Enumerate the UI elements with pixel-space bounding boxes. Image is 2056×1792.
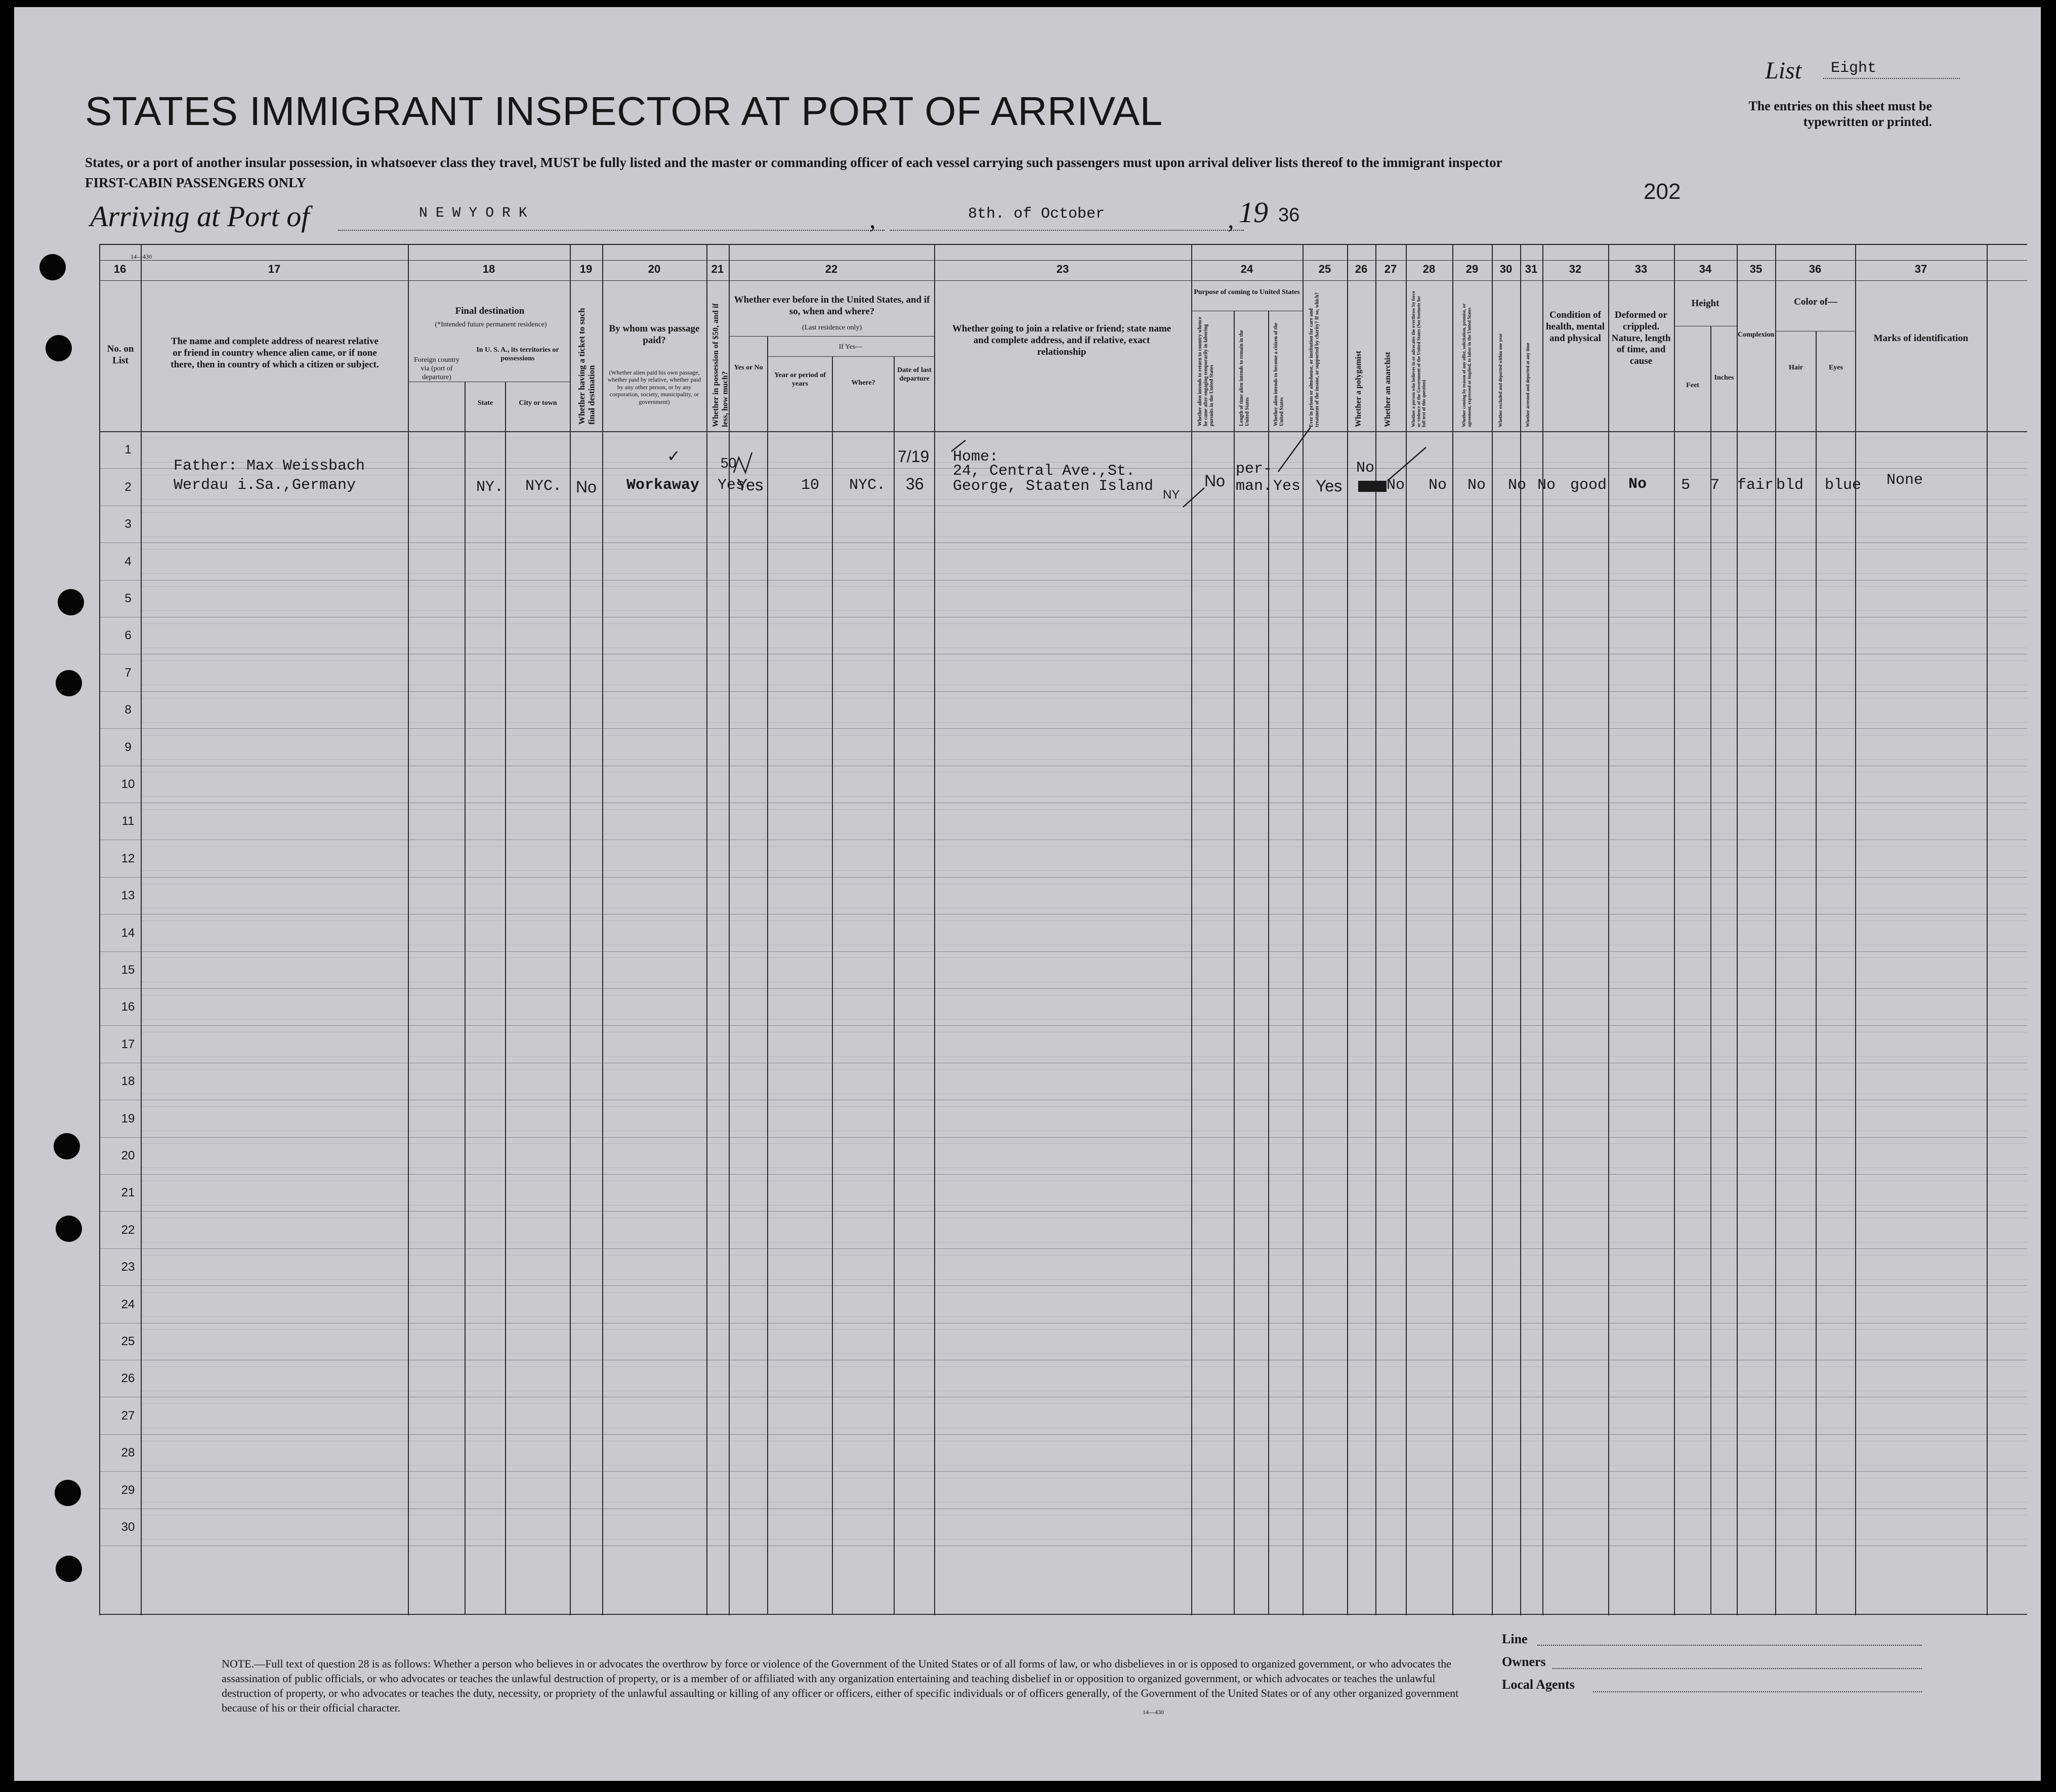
typewritten-notice: The entries on this sheet must be typewritten or printed. (1748, 99, 1932, 130)
row-number: 12 (121, 851, 135, 865)
row-rule (99, 1248, 2027, 1249)
marks-value: None (1886, 472, 1923, 489)
header-polygamist: Whether a polygamist (1354, 351, 1363, 427)
hair-value: bld (1776, 477, 1804, 494)
row-number: 19 (121, 1111, 135, 1126)
binder-hole (56, 670, 82, 696)
comma: , (1228, 205, 1234, 233)
header-where: Where? (851, 379, 875, 387)
overthrow-value: No (1429, 477, 1447, 494)
header-color-of: Color of— (1794, 297, 1837, 307)
header-final-destination: Final destination (455, 306, 525, 316)
row-number: 14 (121, 926, 135, 940)
check-mark: ✓ (667, 447, 681, 465)
row-number: 21 (121, 1186, 135, 1200)
arrival-date: 8th. of October (968, 205, 1105, 223)
row-number: 29 (121, 1483, 135, 1497)
anarchist-value: No (1387, 477, 1405, 494)
header-purpose: Purpose of coming to United States (1194, 288, 1300, 296)
relative-line-1: Father: Max Weissbach (174, 457, 365, 475)
row-guide (141, 846, 2027, 847)
row-rule (99, 988, 2027, 989)
page-title: STATES IMMIGRANT INSPECTOR AT PORT OF ARRIVAL (85, 89, 1163, 134)
col-num: 33 (1634, 263, 1648, 275)
row-guide (141, 1403, 2027, 1404)
header-deformed: Deformed or crippled. Nature, length of time, and cause (1611, 310, 1671, 367)
row-number: 27 (121, 1408, 135, 1423)
purpose-c-value: Yes (1273, 478, 1301, 495)
page-number: 202 (1644, 179, 1681, 204)
row-rule (99, 1025, 2027, 1026)
list-value: Eight (1831, 60, 1877, 77)
binder-hole (55, 1480, 81, 1506)
col-num: 27 (1384, 263, 1397, 275)
relative-line-2: Werdau i.Sa.,Germany (174, 477, 356, 494)
row-guide (141, 870, 2027, 871)
row-guide (141, 1502, 2027, 1503)
departure-month: 7/19 (898, 447, 930, 466)
row-guide (141, 1353, 2027, 1354)
row-number: 3 (124, 517, 132, 531)
port-value: NEWYORK (419, 205, 535, 221)
row-number: 24 (121, 1297, 135, 1311)
header-anarchist: Whether an anarchist (1383, 352, 1392, 427)
arriving-label: Arriving at Port of (90, 200, 310, 233)
complexion-value: fair (1737, 477, 1774, 494)
row-guide (141, 796, 2027, 797)
where-value: NYC. (849, 477, 886, 494)
line-label: Line (1502, 1632, 1528, 1646)
row-guide (141, 1292, 2027, 1293)
manifest-sheet (14, 7, 2041, 1781)
header-yes-no: Yes or No (734, 364, 763, 371)
polygamist-value: No (1356, 460, 1375, 477)
col-num: 37 (1914, 263, 1927, 275)
row-rule (99, 951, 2027, 952)
row-rule (99, 877, 2027, 878)
header-offer: Whether coming by reason of any offer, solicitation, promise, or agreement, expressed or implied, to labor in the United States (1461, 304, 1472, 427)
row-rule (99, 1174, 2027, 1175)
binder-hole (56, 1216, 82, 1242)
col-num: 32 (1569, 263, 1582, 275)
instructions-line: States, or a port of another insular possession, in whatsoever class they travel, MUST be fully listed and the master or commanding officer of each vessel carrying such passengers must upon arrival deliver lists thereof to the immigrant inspector (85, 155, 1502, 170)
row-number: 15 (121, 963, 135, 977)
header-if-yes: If Yes— (838, 343, 863, 351)
row-guide (141, 610, 2027, 611)
prison-value: Yes (1316, 477, 1342, 495)
binder-hole (54, 1133, 80, 1159)
row-number: 2 (124, 480, 132, 494)
row-guide (141, 1019, 2027, 1020)
header-purpose-b: Length of time alien intends to remain in the United States (1239, 330, 1250, 426)
possession-mark: 50 (721, 455, 737, 471)
header-final-destination-note: (*Intended future permanent residence) (435, 321, 547, 328)
owners-label: Owners (1502, 1654, 1546, 1669)
row-number: 5 (124, 592, 132, 605)
deformed-value: No (1628, 476, 1647, 493)
purpose-b-line-2: man. (1236, 478, 1273, 495)
header-possession: Whether in possession of $50, and if less, how much? (711, 303, 730, 427)
row-number: 25 (121, 1335, 135, 1348)
header-in-usa: In U. S. A., its territories or possessions (476, 346, 559, 362)
offer-value: No (1467, 477, 1486, 494)
row-number: 28 (121, 1446, 135, 1460)
binder-hole (58, 589, 84, 615)
col-num: 36 (1809, 263, 1822, 275)
departure-year: 36 (906, 475, 924, 493)
row-guide (141, 1316, 2027, 1317)
header-overthrow: Whether a person who believes in or advocates the overthrow by force or violence of the Government of the United States (See footnote for full text of this question) (1411, 290, 1426, 427)
arrested-value: No (1537, 477, 1556, 494)
header-foreign-country: Foreign country via (port of departure) (414, 356, 459, 381)
row-guide (141, 957, 2027, 958)
row-guide (141, 1465, 2027, 1466)
header-excluded: Whether excluded and deported within one year (1498, 333, 1503, 427)
row-guide (141, 623, 2027, 624)
join-line-1: Home: (953, 448, 999, 466)
row-guide (141, 1255, 2027, 1256)
col-num: 16 (113, 263, 127, 275)
row-number: 1 (124, 443, 132, 457)
row-rule (99, 728, 2027, 729)
row-number: 22 (121, 1223, 135, 1237)
year-suffix: 36 (1278, 204, 1300, 226)
row-number: 23 (121, 1260, 135, 1274)
inches-value: 7 (1710, 477, 1720, 494)
col-num: 21 (711, 263, 724, 275)
purpose-a-value: No (1204, 472, 1225, 490)
header-hair: Hair (1789, 364, 1803, 371)
row-number: 11 (121, 814, 135, 828)
list-label: List (1765, 57, 1802, 84)
row-guide (141, 1143, 2027, 1144)
row-rule (99, 1137, 2027, 1138)
join-line-2: 24, Central Ave.,St. (953, 463, 1136, 480)
row-number: 18 (121, 1074, 135, 1089)
header-state: State (477, 399, 493, 407)
row-guide (141, 1366, 2027, 1367)
city-value: NYC. (525, 478, 562, 495)
header-purpose-c: Whether alien intends to become a citizen of the United States (1273, 322, 1285, 426)
col-num: 24 (1240, 263, 1253, 275)
col-num: 34 (1699, 263, 1712, 275)
row-rule (99, 1285, 2027, 1286)
purpose-b-line-1: per- (1236, 461, 1273, 478)
col-num: 25 (1318, 263, 1331, 275)
local-agents-label: Local Agents (1502, 1677, 1575, 1692)
ny-mark: NY (1163, 488, 1180, 502)
header-marks: Marks of identification (1873, 333, 1968, 344)
binder-hole (56, 1556, 82, 1582)
row-number: 16 (121, 1000, 135, 1014)
header-date-departure: Date of last departure (897, 366, 932, 383)
header-eyes: Eyes (1829, 364, 1843, 371)
col-num: 28 (1422, 263, 1436, 275)
footnote-form: 14—430 (1143, 1708, 1164, 1716)
row-rule (99, 1434, 2027, 1435)
header-ticket: Whether having a ticket to such final destination (577, 308, 597, 425)
header-ever-before: Whether ever before in the United States, and if so, when and where? (734, 295, 930, 317)
header-join-relative: Whether going to join a relative or friend; state name and complete address, and if relative, exact relationship (952, 323, 1171, 357)
join-line-3: George, Staaten Island (953, 478, 1154, 495)
row-number: 8 (124, 703, 132, 717)
row-guide (141, 660, 2027, 661)
header-passage-paid-note: (Whether alien paid his own passage, whether paid by relative, whether paid by any other person, or by any corporation, society, municipality, or government) (607, 369, 701, 405)
header-inches: Inches (1714, 374, 1734, 382)
col-num: 22 (825, 263, 838, 275)
footnote: NOTE.—Full text of question 28 is as follows: Whether a person who believes in or advocates the overthrow by force or violence of the Government of the United States or of all forms of law, or who disbelieves in or is opposed to organized government, or who advocates the assassination of public officials, or who advocates or teaches the unlawful destruction of property, or is a member of or affiliated with any organization entertaining and teaching disbelief in or opposition to organized government, or which advocates or teaches the unlawful destruction of property, or who advocates or teaches the duty, necessity, or propriety of the unlawful assaulting or killing of any officer or officers, either of specific individuals or of officers generally, of the Government of the United States or of any other organized government because of his or their official character. (222, 1657, 1459, 1715)
row-number: 9 (124, 740, 132, 754)
col-num: 31 (1525, 263, 1538, 275)
row-rule (99, 1471, 2027, 1472)
row-number: 7 (124, 665, 132, 680)
col-num: 23 (1056, 263, 1069, 275)
col-num: 35 (1749, 263, 1763, 275)
row-guide (141, 722, 2027, 723)
form-number: 14—430 (131, 253, 152, 260)
header-height: Height (1691, 298, 1719, 309)
comma: , (869, 205, 876, 233)
row-number: 4 (124, 554, 132, 568)
passage-value: Workaway (626, 477, 700, 494)
row-number: 13 (121, 889, 135, 903)
ticket-value: No (576, 478, 597, 496)
condition-value: good (1570, 477, 1607, 494)
header-condition: Condition of health, mental and physical (1545, 310, 1605, 344)
row-guide (141, 1279, 2027, 1280)
header-arrested: Whether arrested and deported at any time (1525, 343, 1530, 427)
row-rule (99, 691, 2027, 692)
row-guide (141, 1069, 2027, 1070)
possession-value: Yes (718, 477, 745, 494)
col-num: 26 (1355, 263, 1368, 275)
excluded-value: No (1508, 477, 1527, 494)
header-period: Year or period of years (774, 371, 826, 388)
eyes-value: blue (1825, 477, 1862, 494)
class-line: FIRST-CABIN PASSENGERS ONLY (85, 175, 307, 190)
header-no-on-list: No. on List (107, 344, 134, 366)
tick-marks (14, 7, 2041, 564)
ever-before-value: Yes (737, 476, 764, 494)
header-nearest-relative: The name and complete address of nearest relative or friend in country whence alien came, or if none there, then in country of which a citizen or subject. (171, 336, 379, 370)
col-num: 19 (579, 263, 593, 275)
row-number: 10 (121, 777, 135, 791)
row-guide (141, 1056, 2027, 1057)
year-prefix: 19 (1239, 196, 1268, 229)
col-num: 30 (1499, 263, 1513, 275)
row-guide (141, 1106, 2027, 1107)
row-rule (99, 1211, 2027, 1212)
col-num: 29 (1465, 263, 1479, 275)
header-passage-paid: By whom was passage paid? (609, 323, 700, 346)
row-number: 20 (121, 1149, 135, 1162)
col-num: 17 (268, 263, 281, 275)
row-guide (141, 586, 2027, 587)
row-guide (141, 573, 2027, 574)
row-number: 26 (121, 1371, 135, 1386)
header-city: City or town (519, 399, 557, 407)
header-complexion: Complexion (1738, 331, 1775, 339)
row-number: 17 (121, 1037, 135, 1051)
col-num: 18 (482, 263, 495, 275)
row-guide (141, 759, 2027, 760)
header-feet: Feet (1686, 382, 1699, 389)
row-guide (141, 809, 2027, 810)
header-purpose-a: Whether alien intends to return to country whence he came after engaging temporarily in laboring pursuits in the United States (1197, 316, 1214, 426)
period-value: 10 (801, 477, 820, 494)
state-value: NY. (476, 479, 504, 496)
row-number: 6 (124, 629, 132, 643)
row-number: 30 (121, 1520, 135, 1534)
header-last-residence: (Last residence only) (802, 324, 862, 331)
col-num: 20 (648, 263, 661, 275)
feet-value: 5 (1681, 477, 1691, 494)
header-prison: Ever in prison or almshouse, or institution for care and treatment of the insane, or supported by charity? If so, which? (1309, 292, 1320, 427)
